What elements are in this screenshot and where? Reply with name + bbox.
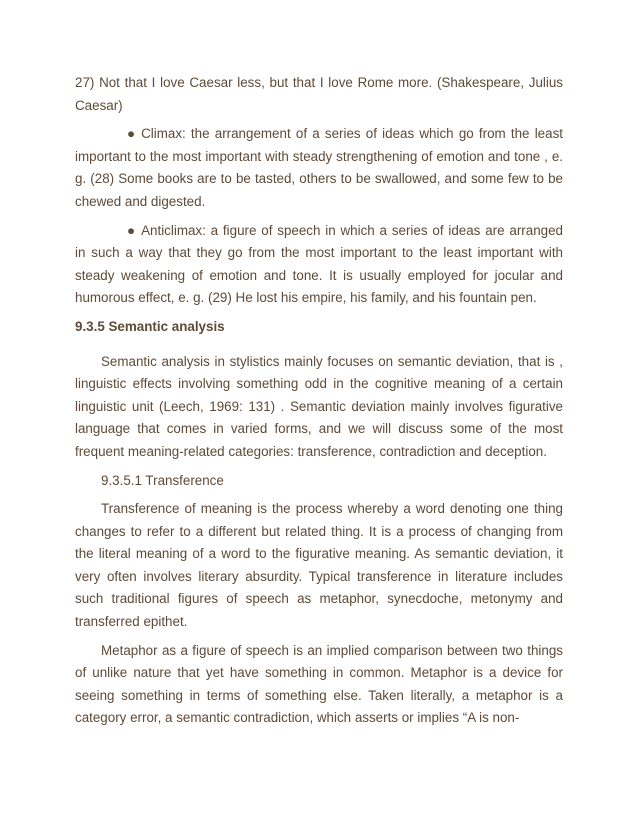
- bullet-icon: ●: [127, 222, 136, 238]
- paragraph-anticlimax-text: Anticlimax: a figure of speech in which a series of ideas are arranged in such a way that they go from the most important to the least important with steady weakening of emotion and tone. It is usually employed for jocular and humorous effect, e. g. (29) He lost his empire, his family, and his fountain pen.: [75, 222, 563, 306]
- paragraph-transference: Transference of meaning is the process whereby a word denoting one thing changes to refer to a different but related thing. It is a process of changing from the literal meaning of a word to the figurative meaning. As semantic deviation, it very often involves literary absurdity. Typical transference in literature includes such traditional figures of speech as metaphor, synecdoche, metonymy and transferred epithet.: [75, 501, 563, 630]
- paragraph-anticlimax: [75, 220, 563, 310]
- paragraph-metaphor: Metaphor as a figure of speech is an implied comparison between two things of unlike nature that yet have something in common. Metaphor is a device for seeing something in terms of something else. Taken literally, a metaphor is a category error, a semantic contradiction, which asserts or implies “A is non-: [75, 642, 563, 726]
- paragraph-climax-text: Climax: the arrangement of a series of ideas which go from the least important to the most important with steady strengthening of emotion and tone , e. g. (28) Some books are to be tasted, others to be swallowed, and some few to be chewed and digested.: [75, 126, 563, 209]
- document-page: [75, 72, 563, 736]
- paragraph-shakespeare-quote: 27) Not that I love Caesar less, but that I love Rome more. (Shakespeare, Julius Caesar): [75, 75, 563, 113]
- section-heading-semantic-analysis: 9.3.5 Semantic analysis: [75, 318, 225, 334]
- subsection-heading-transference: 9.3.5.1 Transference: [101, 472, 224, 488]
- paragraph-climax: [75, 123, 563, 213]
- paragraph-semantic-analysis: Semantic analysis in stylistics mainly focuses on semantic deviation, that is , linguistic effects involving something odd in the cognitive meaning of a certain linguistic unit (Leech, 1969: 131) . Semantic deviation mainly involves figurative language that comes in varied forms, and we will discuss some of the most frequent meaning-related categories: transference, contradiction and deception.: [75, 353, 563, 459]
- bullet-icon: ●: [127, 126, 136, 142]
